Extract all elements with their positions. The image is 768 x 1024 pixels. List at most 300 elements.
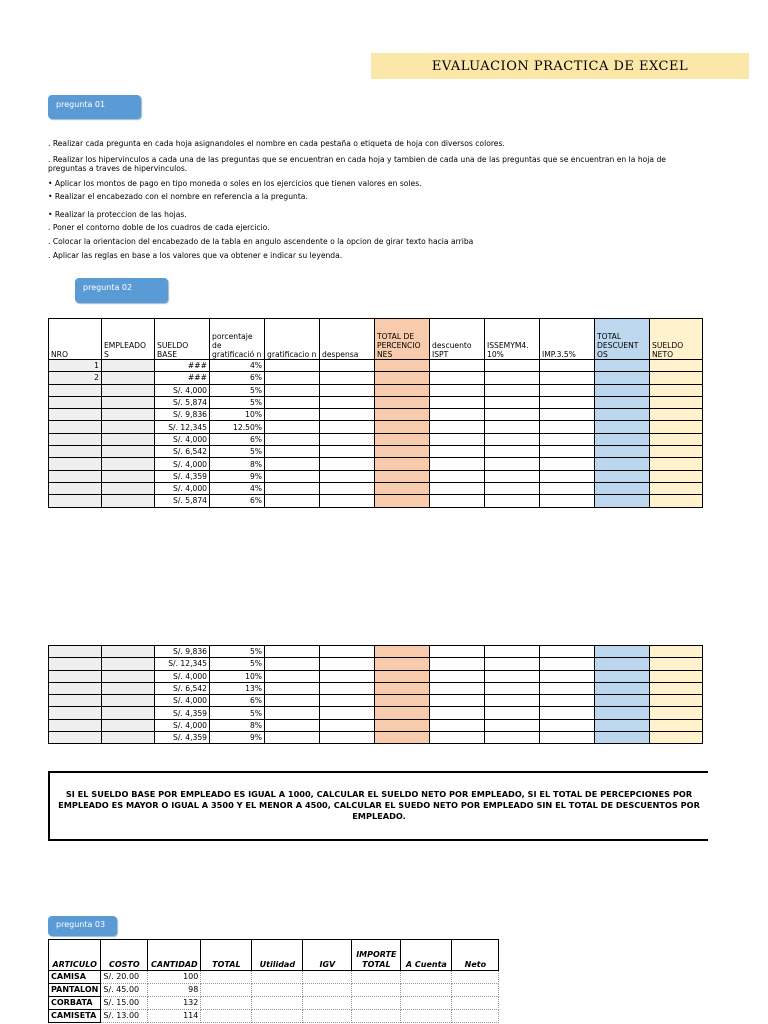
sueldo-cell[interactable]: S/. 6,542 [155,682,210,694]
total-cell[interactable] [201,997,252,1010]
utilidad-cell[interactable] [252,971,303,984]
total-descuentos-cell[interactable] [595,458,650,470]
gratificacion-cell[interactable] [265,360,320,372]
sueldo-cell[interactable]: S/. 9,836 [155,646,210,658]
nro-cell[interactable] [49,719,102,731]
empleado-cell[interactable] [102,646,155,658]
imp-cell[interactable] [540,658,595,670]
sueldo-neto-cell[interactable] [650,458,703,470]
total-percepciones-cell[interactable] [375,384,430,396]
sueldo-cell[interactable]: S/. 4,359 [155,732,210,744]
imp-cell[interactable] [540,396,595,408]
sueldo-cell[interactable]: S/. 6,542 [155,446,210,458]
a-cuenta-cell[interactable] [401,1010,452,1023]
total-descuentos-cell[interactable] [595,682,650,694]
issemym-cell[interactable] [485,446,540,458]
nro-cell[interactable] [49,658,102,670]
total-percepciones-cell[interactable] [375,646,430,658]
total-percepciones-cell[interactable] [375,446,430,458]
ispt-cell[interactable] [430,421,485,433]
total-percepciones-cell[interactable] [375,695,430,707]
imp-cell[interactable] [540,719,595,731]
sueldo-neto-cell[interactable] [650,732,703,744]
total-descuentos-cell[interactable] [595,646,650,658]
ispt-cell[interactable] [430,732,485,744]
empleado-cell[interactable] [102,409,155,421]
total-descuentos-cell[interactable] [595,384,650,396]
porcentaje-cell[interactable]: 5% [210,384,265,396]
notice-line: EMPLEADO ES MAYOR O IGUAL A 3500 Y EL MENOR A 4500, CALCULAR EL SUEDO NETO POR EMPLEADO SIN EL TOTAL DE DESCUENTOS POR [58,800,700,810]
issemym-cell[interactable] [485,421,540,433]
sueldo-neto-cell[interactable] [650,646,703,658]
igv-cell[interactable] [303,1010,352,1023]
imp-cell[interactable] [540,670,595,682]
total-descuentos-cell[interactable] [595,360,650,372]
porcentaje-cell[interactable]: 5% [210,446,265,458]
empleado-cell[interactable] [102,360,155,372]
issemym-cell[interactable] [485,409,540,421]
gratificacion-cell[interactable] [265,658,320,670]
sueldo-neto-cell[interactable] [650,396,703,408]
ispt-cell[interactable] [430,470,485,482]
imp-cell[interactable] [540,384,595,396]
issemym-cell[interactable] [485,670,540,682]
a-cuenta-cell[interactable] [401,997,452,1010]
total-percepciones-cell[interactable] [375,458,430,470]
sueldo-cell[interactable]: S/. 4,359 [155,470,210,482]
total-percepciones-cell[interactable] [375,421,430,433]
sueldo-cell[interactable]: S/. 5,874 [155,396,210,408]
sueldo-neto-cell[interactable] [650,707,703,719]
issemym-cell[interactable] [485,682,540,694]
total-percepciones-cell[interactable] [375,670,430,682]
sueldo-cell[interactable]: S/. 4,359 [155,707,210,719]
sueldo-neto-cell[interactable] [650,372,703,384]
issemym-cell[interactable] [485,719,540,731]
sueldo-neto-cell[interactable] [650,421,703,433]
total-cell[interactable] [201,971,252,984]
ispt-cell[interactable] [430,433,485,445]
articulo-cell[interactable]: CAMISA [49,971,101,984]
porcentaje-cell[interactable]: 12.50% [210,421,265,433]
gratificacion-cell[interactable] [265,384,320,396]
total-percepciones-cell[interactable] [375,433,430,445]
ispt-cell[interactable] [430,372,485,384]
sueldo-cell[interactable]: S/. 4,000 [155,482,210,494]
total-descuentos-cell[interactable] [595,495,650,507]
total-percepciones-cell[interactable] [375,719,430,731]
imp-cell[interactable] [540,458,595,470]
despensa-cell[interactable] [320,384,375,396]
costo-cell[interactable]: S/. 13.00 [101,1010,148,1023]
nro-cell[interactable] [49,446,102,458]
a-cuenta-cell[interactable] [401,984,452,997]
issemym-cell[interactable] [485,384,540,396]
ispt-cell[interactable] [430,458,485,470]
issemym-cell[interactable] [485,707,540,719]
empleado-cell[interactable] [102,658,155,670]
table-row [49,458,703,470]
sueldo-cell[interactable]: S/. 4,000 [155,695,210,707]
cantidad-cell[interactable]: 132 [148,997,201,1010]
table-row [49,470,703,482]
total-percepciones-cell[interactable] [375,682,430,694]
sueldo-cell[interactable]: S/. 4,000 [155,719,210,731]
porcentaje-cell[interactable]: 9% [210,470,265,482]
importe-total-cell[interactable] [352,1010,401,1023]
igv-cell[interactable] [303,997,352,1010]
table-row [49,372,703,384]
porcentaje-cell[interactable]: 6% [210,433,265,445]
empleado-cell[interactable] [102,670,155,682]
despensa-cell[interactable] [320,658,375,670]
nro-cell[interactable] [49,646,102,658]
despensa-cell[interactable] [320,396,375,408]
costo-cell[interactable]: S/. 15.00 [101,997,148,1010]
despensa-cell[interactable] [320,695,375,707]
despensa-cell[interactable] [320,682,375,694]
empleado-cell[interactable] [102,682,155,694]
despensa-cell[interactable] [320,433,375,445]
empleado-cell[interactable] [102,495,155,507]
table-header-row [49,319,703,360]
total-descuentos-cell[interactable] [595,409,650,421]
instruction-line: . Poner el contorno doble de los cuadros de cada ejercicio. [48,223,270,233]
nro-cell[interactable] [49,433,102,445]
issemym-cell[interactable] [485,458,540,470]
sueldo-neto-cell[interactable] [650,482,703,494]
a-cuenta-cell[interactable] [401,971,452,984]
nro-cell[interactable] [49,396,102,408]
total-percepciones-cell[interactable] [375,707,430,719]
gratificacion-cell[interactable] [265,495,320,507]
imp-cell[interactable] [540,682,595,694]
porcentaje-cell[interactable]: 5% [210,646,265,658]
empleado-cell[interactable] [102,482,155,494]
sueldo-cell[interactable]: S/. 12,345 [155,658,210,670]
porcentaje-cell[interactable]: 8% [210,458,265,470]
importe-total-cell[interactable] [352,971,401,984]
gratificacion-cell[interactable] [265,409,320,421]
empleado-cell[interactable] [102,732,155,744]
empleado-cell[interactable] [102,433,155,445]
nro-cell[interactable] [49,421,102,433]
importe-total-cell[interactable] [352,984,401,997]
pregunta-02-button[interactable]: pregunta 02 [75,278,168,303]
articulo-cell[interactable]: CAMISETA [49,1010,101,1023]
total-cell[interactable] [201,984,252,997]
imp-cell[interactable] [540,695,595,707]
despensa-cell[interactable] [320,470,375,482]
total-percepciones-cell[interactable] [375,409,430,421]
total-percepciones-cell[interactable] [375,482,430,494]
table-header-row [49,940,499,971]
nro-cell[interactable] [49,670,102,682]
issemym-cell[interactable] [485,470,540,482]
issemym-cell[interactable] [485,732,540,744]
ispt-cell[interactable] [430,396,485,408]
sueldo-neto-cell[interactable] [650,682,703,694]
gratificacion-cell[interactable] [265,646,320,658]
nro-cell[interactable]: 1 [49,360,102,372]
nro-cell[interactable] [49,707,102,719]
table-row [49,997,499,1010]
gratificacion-cell[interactable] [265,682,320,694]
porcentaje-cell[interactable]: 4% [210,360,265,372]
total-descuentos-cell[interactable] [595,372,650,384]
ispt-cell[interactable] [430,360,485,372]
ispt-cell[interactable] [430,719,485,731]
nro-cell[interactable] [49,384,102,396]
gratificacion-cell[interactable] [265,732,320,744]
utilidad-cell[interactable] [252,997,303,1010]
gratificacion-cell[interactable] [265,372,320,384]
nro-cell[interactable] [49,409,102,421]
gratificacion-cell[interactable] [265,421,320,433]
issemym-cell[interactable] [485,360,540,372]
cantidad-cell[interactable]: 114 [148,1010,201,1023]
empleado-cell[interactable] [102,707,155,719]
despensa-cell[interactable] [320,446,375,458]
porcentaje-cell[interactable]: 5% [210,707,265,719]
cantidad-cell[interactable]: 100 [148,971,201,984]
gratificacion-cell[interactable] [265,470,320,482]
empleado-cell[interactable] [102,384,155,396]
sueldo-neto-cell[interactable] [650,495,703,507]
instruction-line: . Realizar los hipervinculos a cada una de las preguntas que se encuentran en cada hoja y tambien de cada una de las preguntas que se encuentran en la hoja de preguntas a traves de hipervinculos. [48,154,666,173]
importe-total-cell[interactable] [352,997,401,1010]
imp-cell[interactable] [540,360,595,372]
issemym-cell[interactable] [485,396,540,408]
ispt-cell[interactable] [430,646,485,658]
porcentaje-cell[interactable]: 6% [210,495,265,507]
porcentaje-cell[interactable]: 6% [210,372,265,384]
sueldo-cell[interactable]: S/. 4,000 [155,458,210,470]
gratificacion-cell[interactable] [265,482,320,494]
porcentaje-cell[interactable]: 8% [210,719,265,731]
sueldo-neto-cell[interactable] [650,670,703,682]
ispt-cell[interactable] [430,446,485,458]
col-header: TOTAL DE PERCENCIO NES [375,319,430,360]
ispt-cell[interactable] [430,670,485,682]
total-descuentos-cell[interactable] [595,695,650,707]
sueldo-neto-cell[interactable] [650,470,703,482]
issemym-cell[interactable] [485,495,540,507]
nro-cell[interactable] [49,458,102,470]
total-percepciones-cell[interactable] [375,372,430,384]
total-descuentos-cell[interactable] [595,470,650,482]
sueldo-cell[interactable]: S/. 12,345 [155,421,210,433]
empleado-cell[interactable] [102,719,155,731]
despensa-cell[interactable] [320,670,375,682]
empleado-cell[interactable] [102,372,155,384]
empleado-cell[interactable] [102,695,155,707]
sueldo-cell[interactable]: S/. 4,000 [155,670,210,682]
porcentaje-cell[interactable]: 9% [210,732,265,744]
costo-cell[interactable]: S/. 20.00 [101,971,148,984]
igv-cell[interactable] [303,971,352,984]
nro-cell[interactable] [49,682,102,694]
total-descuentos-cell[interactable] [595,446,650,458]
pregunta-03-button[interactable]: pregunta 03 [48,916,117,936]
total-percepciones-cell[interactable] [375,732,430,744]
despensa-cell[interactable] [320,719,375,731]
imp-cell[interactable] [540,732,595,744]
porcentaje-cell[interactable]: 10% [210,670,265,682]
instruction-line: . Aplicar las reglas en base a los valores que va obtener e indicar su leyenda. [48,250,343,260]
col-header: Neto [452,940,499,971]
gratificacion-cell[interactable] [265,396,320,408]
despensa-cell[interactable] [320,421,375,433]
total-descuentos-cell[interactable] [595,433,650,445]
gratificacion-cell[interactable] [265,670,320,682]
notice-line: SI EL SUELDO BASE POR EMPLEADO ES IGUAL A 1000, CALCULAR EL SUELDO NETO POR EMPLEADO, SI EL TOTAL DE PERCEPCIONES POR [65,789,693,799]
gratificacion-cell[interactable] [265,695,320,707]
nro-cell[interactable] [49,695,102,707]
sueldo-cell[interactable]: S/. 4,000 [155,433,210,445]
ispt-cell[interactable] [430,707,485,719]
sueldo-neto-cell[interactable] [650,658,703,670]
ispt-cell[interactable] [430,695,485,707]
nro-cell[interactable] [49,470,102,482]
sueldo-neto-cell[interactable] [650,719,703,731]
despensa-cell[interactable] [320,372,375,384]
total-percepciones-cell[interactable] [375,658,430,670]
gratificacion-cell[interactable] [265,719,320,731]
gratificacion-cell[interactable] [265,446,320,458]
neto-cell[interactable] [452,971,499,984]
cantidad-cell[interactable]: 98 [148,984,201,997]
total-descuentos-cell[interactable] [595,396,650,408]
imp-cell[interactable] [540,495,595,507]
issemym-cell[interactable] [485,658,540,670]
despensa-cell[interactable] [320,409,375,421]
table-row [49,646,703,658]
despensa-cell[interactable] [320,458,375,470]
despensa-cell[interactable] [320,646,375,658]
sueldo-neto-cell[interactable] [650,695,703,707]
sueldo-neto-cell[interactable] [650,384,703,396]
imp-cell[interactable] [540,446,595,458]
articulo-cell[interactable]: CORBATA [49,997,101,1010]
despensa-cell[interactable] [320,732,375,744]
notice-line: EMPLEADO. [352,811,406,821]
empleado-cell[interactable] [102,458,155,470]
empleado-cell[interactable] [102,470,155,482]
sueldo-cell[interactable]: ### [155,360,210,372]
neto-cell[interactable] [452,984,499,997]
total-descuentos-cell[interactable] [595,732,650,744]
empleado-cell[interactable] [102,446,155,458]
total-descuentos-cell[interactable] [595,658,650,670]
imp-cell[interactable] [540,421,595,433]
issemym-cell[interactable] [485,372,540,384]
porcentaje-cell[interactable]: 13% [210,682,265,694]
porcentaje-cell[interactable]: 4% [210,482,265,494]
instructions-list [48,137,698,262]
issemym-cell[interactable] [485,433,540,445]
ispt-cell[interactable] [430,482,485,494]
sueldo-cell[interactable]: S/. 4,000 [155,384,210,396]
total-percepciones-cell[interactable] [375,470,430,482]
total-descuentos-cell[interactable] [595,670,650,682]
col-header: ISSEMYM4. 10% [485,319,540,360]
sueldo-cell[interactable]: S/. 5,874 [155,495,210,507]
despensa-cell[interactable] [320,482,375,494]
issemym-cell[interactable] [485,646,540,658]
imp-cell[interactable] [540,433,595,445]
utilidad-cell[interactable] [252,1010,303,1023]
nro-cell[interactable] [49,495,102,507]
neto-cell[interactable] [452,1010,499,1023]
total-descuentos-cell[interactable] [595,482,650,494]
total-descuentos-cell[interactable] [595,421,650,433]
utilidad-cell[interactable] [252,984,303,997]
porcentaje-cell[interactable]: 5% [210,396,265,408]
nro-cell[interactable]: 2 [49,372,102,384]
issemym-cell[interactable] [485,695,540,707]
imp-cell[interactable] [540,707,595,719]
porcentaje-cell[interactable]: 10% [210,409,265,421]
issemym-cell[interactable] [485,482,540,494]
pregunta-01-button[interactable]: pregunta 01 [48,95,141,119]
sueldo-neto-cell[interactable] [650,409,703,421]
imp-cell[interactable] [540,372,595,384]
ispt-cell[interactable] [430,409,485,421]
sueldo-neto-cell[interactable] [650,433,703,445]
articulo-cell[interactable]: PANTALON [49,984,101,997]
empleado-cell[interactable] [102,396,155,408]
ispt-cell[interactable] [430,384,485,396]
col-header: COSTO [101,940,148,971]
despensa-cell[interactable] [320,495,375,507]
gratificacion-cell[interactable] [265,458,320,470]
ispt-cell[interactable] [430,682,485,694]
empleado-cell[interactable] [102,421,155,433]
porcentaje-cell[interactable]: 6% [210,695,265,707]
sueldo-neto-cell[interactable] [650,446,703,458]
sueldo-cell[interactable]: ### [155,372,210,384]
imp-cell[interactable] [540,409,595,421]
gratificacion-cell[interactable] [265,433,320,445]
sueldo-cell[interactable]: S/. 9,836 [155,409,210,421]
imp-cell[interactable] [540,470,595,482]
imp-cell[interactable] [540,482,595,494]
total-percepciones-cell[interactable] [375,396,430,408]
nro-cell[interactable] [49,732,102,744]
igv-cell[interactable] [303,984,352,997]
gratificacion-cell[interactable] [265,707,320,719]
imp-cell[interactable] [540,646,595,658]
costo-cell[interactable]: S/. 45.00 [101,984,148,997]
payroll-table [48,318,703,508]
total-percepciones-cell[interactable] [375,360,430,372]
total-percepciones-cell[interactable] [375,495,430,507]
ispt-cell[interactable] [430,495,485,507]
neto-cell[interactable] [452,997,499,1010]
ispt-cell[interactable] [430,658,485,670]
total-descuentos-cell[interactable] [595,707,650,719]
col-header: gratificacio n [265,319,320,360]
table-row [49,658,703,670]
porcentaje-cell[interactable]: 5% [210,658,265,670]
nro-cell[interactable] [49,482,102,494]
despensa-cell[interactable] [320,360,375,372]
sueldo-neto-cell[interactable] [650,360,703,372]
total-cell[interactable] [201,1010,252,1023]
despensa-cell[interactable] [320,707,375,719]
total-descuentos-cell[interactable] [595,719,650,731]
